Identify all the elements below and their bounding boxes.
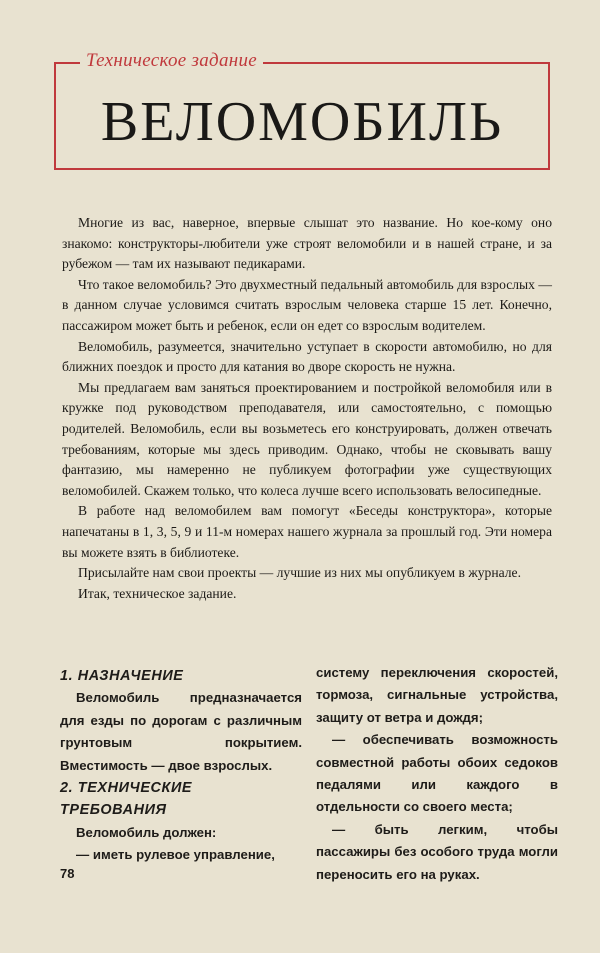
left-column — [60, 665, 302, 867]
intro-text — [62, 213, 552, 604]
section-text-purpose: Веломобиль предназначается для езды по дорогам с различным грунтовым покрытием. Вместимость — двое взрослых. — [60, 690, 302, 773]
intro-paragraph: Многие из вас, наверное, впервые слышат это название. Но кое-кому оно знакомо: конструкторы-любители уже строят веломобили и в нашей стране, и за рубежом — там их называют педикарами. — [62, 215, 552, 272]
intro-paragraph: Веломобиль, разумеется, значительно уступает в скорости автомобилю, но для ближних поездок и просто для катания во дворе скорость не нужна. — [62, 338, 552, 375]
intro-paragraph: Мы предлагаем вам заняться проектированием и постройкой веломобиля или в кружке под руководством преподавателя, или самостоятельно, с помощью родителей. Веломобиль, если вы возьметесь его конструировать, должен отвечать требованиям, которые мы здесь приводим. Однако, чтобы не сковывать вашу фантазию, мы намеренно не публикуем фотографии уже существующих веломобилей. Скажем только, что колеса лучше всего использовать велосипедные. — [62, 379, 552, 498]
article-title: ВЕЛОМОБИЛЬ — [100, 91, 504, 153]
intro-paragraph: Итак, техническое задание. — [78, 585, 237, 601]
requirement-item: — обеспечивать возможность совместной работы обоих седоков педалями или каждого в отдельности со своего места; — [316, 732, 558, 815]
rubric-label: Техническое задание — [80, 50, 263, 72]
section-heading-requirements: 2. ТЕХНИЧЕСКИЕ ТРЕБОВАНИЯ — [60, 780, 193, 819]
intro-paragraph: Присылайте нам свои проекты — лучшие из них мы опубликуем в журнале. — [78, 565, 521, 581]
requirement-item: — иметь рулевое управление, — [76, 847, 275, 863]
intro-paragraph: В работе над веломобилем вам помогут «Беседы конструктора», которые напечатаны в 1, 3, 5, 9 и 11-м номерах нашего журнала за прошлый год. Эти номера вы можете взять в библиотеке. — [62, 503, 552, 560]
requirement-item-continued: систему переключения скоростей, тормоза, сигнальные устройства, защиту от ветра и дождя; — [316, 665, 558, 725]
requirements-lead: Веломобиль должен: — [76, 824, 217, 840]
page-number: 78 — [60, 866, 75, 881]
right-column — [316, 662, 558, 886]
intro-paragraph: Что такое веломобиль? Это двухместный педальный автомобиль для взрослых — в данном случае условимся считать взрослым человека старше 15 лет. Конечно, пассажиром может быть и ребенок, если он едет со взрослым водителем. — [62, 276, 552, 333]
requirement-item: — быть легким, чтобы пассажиры без особого труда могли переносить его на руках. — [316, 821, 558, 882]
section-heading-purpose: 1. НАЗНАЧЕНИЕ — [60, 668, 184, 684]
